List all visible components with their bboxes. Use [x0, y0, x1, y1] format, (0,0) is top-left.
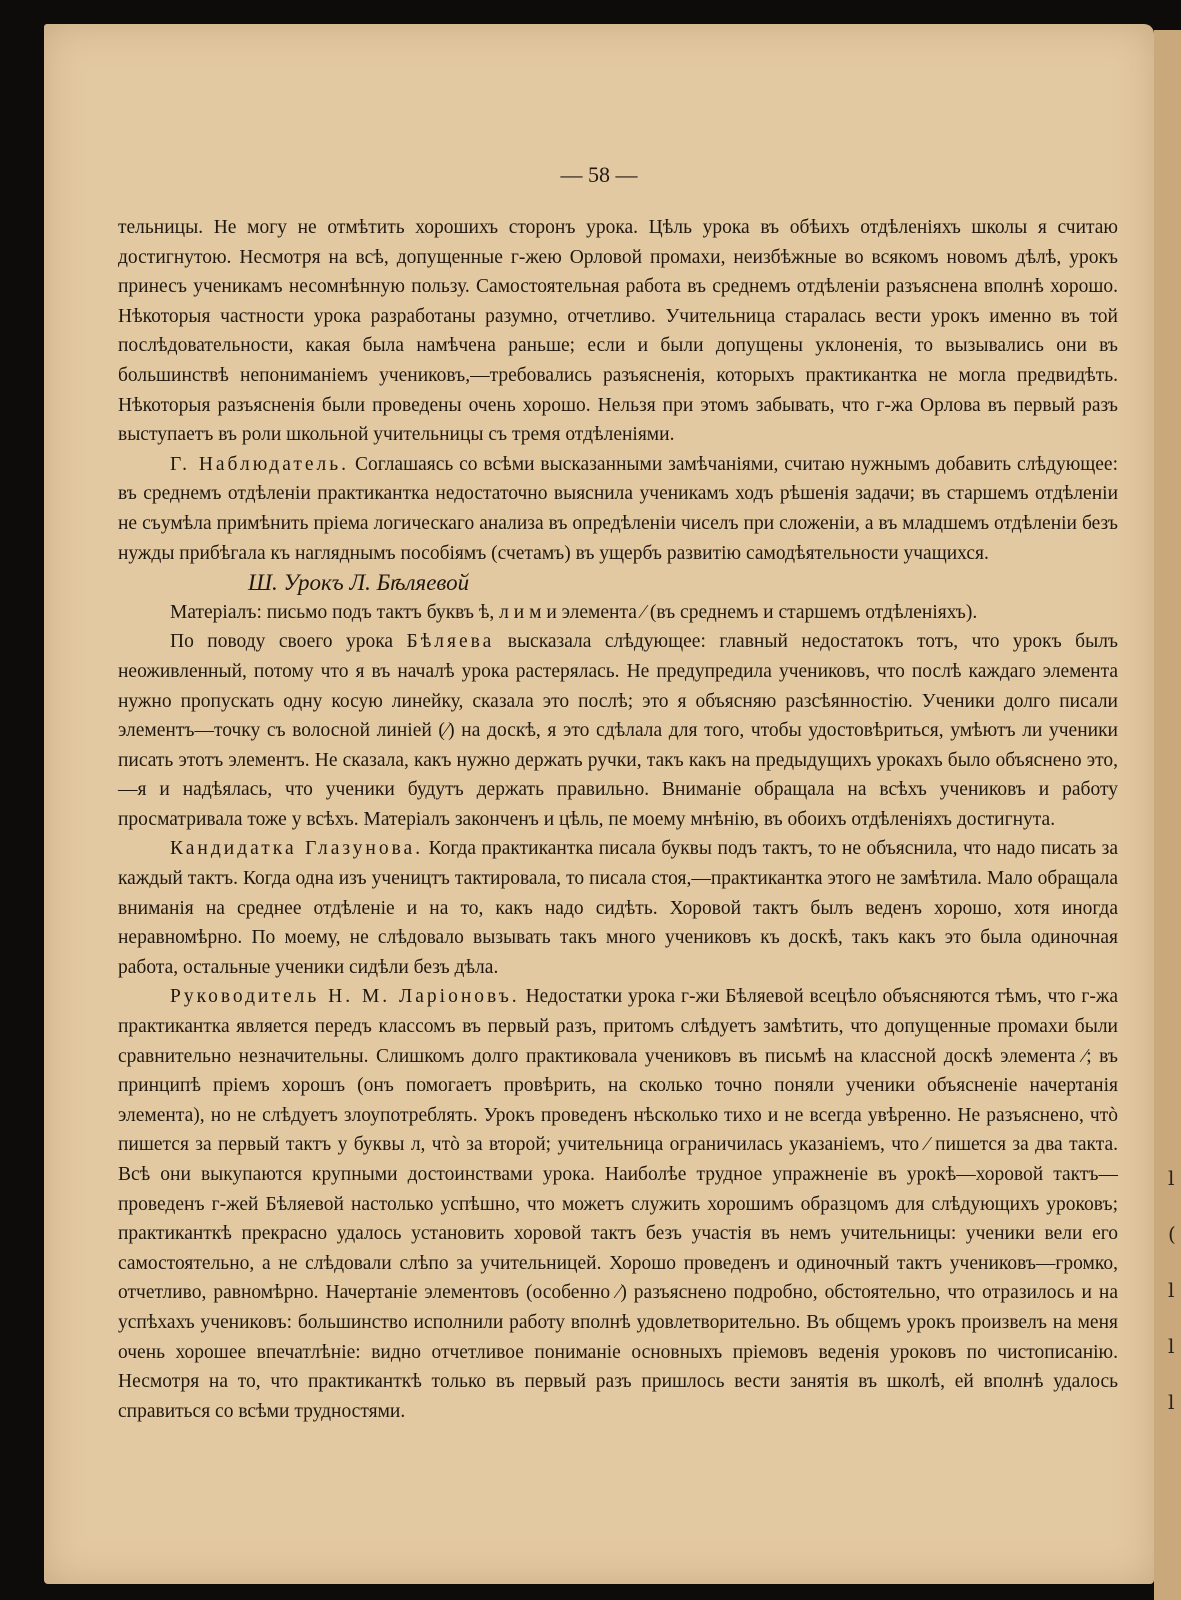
section-heading: Ш. Урокъ Л. Бѣляевой — [248, 570, 470, 596]
paragraph-text: Когда практикантка писала буквы подъ тактъ, то не объяснила, что надо писать за каждый тактъ. Когда одна изъ учеництъ тактировала, то писала стоя,—практикантка этого не замѣтила. Мало обращала вниманія на среднее отдѣленіе и на то, какъ надо сидѣть. Хоровой тактъ былъ веденъ хорошо, хотя иногда неравномѣрно. По моему, не слѣдовало вызывать такъ много учениковъ къ доскѣ, такъ какъ это была одиночная работа, остальные ученики сидѣли безъ дѣла. — [118, 838, 1119, 978]
paragraph-text: Недостатки урока г-жи Бѣляевой всецѣло объясняются тѣмъ, что г-жа практикантка является передъ классомъ въ первый разъ, притомъ слѣдуетъ замѣтить, что допущенные промахи были сравнительно незначительны. Слишкомъ долго практиковала учениковъ въ письмѣ на классной доскѣ элемента ⁄; въ принципѣ пріемъ хорошъ (онъ помогаетъ провѣрить, на сколько точно поняли ученики объясненіе начертанія элемента), но не слѣдуетъ злоупотреблять. Урокъ проведенъ нѣсколько тихо и не всегда увѣренно. Не разъяснено, чтò пишется за первый тактъ у буквы л, чтò за второй; учительница ограничилась указаніемъ, что ⁄ пишется за два такта. Всѣ они выкупаются крупными достоинствами урока. Наиболѣе трудное упражненіе въ урокѣ—хоровой тактъ—проведенъ г-жей Бѣляевой настолько успѣшно, что можетъ служить хорошимъ образцомъ для слѣдующихъ уроковъ; практиканткѣ прекрасно удалось установить хоровой тактъ безъ участія въ немъ учительницы: ученики вели его самостоятельно, а не слѣдовали слѣпо за учительницей. Хорошо проведенъ и одиночный тактъ учениковъ—громко, отчетливо, равномѣрно. Начертаніе элементовъ (особенно ⁄) разъяснено подробно, обстоятельно, что отразилось и на успѣхахъ учениковъ: большинство исполнили работу вполнѣ удовлетворительно. Въ общемъ урокъ произвелъ на меня очень хорошее впечатлѣніе: видно отчетливое пониманіе основныхъ пріемовъ веденія уроковъ по чистописанію. Несмотря на то, что практиканткѣ только въ первый разъ пришлось вести занятія въ школѣ, ей вполнѣ удалось справиться со всѣми трудностями. — [118, 986, 1118, 1422]
edge-mark: l — [1168, 1166, 1175, 1190]
edge-mark: l — [1168, 1278, 1175, 1302]
paragraph-candidate — [118, 834, 1118, 982]
paragraph-teacher-self-report — [118, 627, 1118, 834]
speaker-observer: Г. Наблюдатель. — [170, 453, 350, 475]
edge-mark: ( — [1168, 1222, 1176, 1246]
speaker-supervisor: Руководитель Н. М. Ларіоновъ. — [170, 986, 520, 1008]
page-number: — 58 — — [560, 162, 638, 187]
edge-mark: l — [1168, 1334, 1175, 1358]
page-body — [118, 213, 1118, 1426]
next-page-edge-text — [1168, 1150, 1178, 1430]
paragraph-text: Соглашаясь со всѣми высказанными замѣчаніями, считаю нужнымъ добавить слѣдующее: въ среднемъ отдѣленіи практикантка недостаточно выяснила ученикамъ ходъ рѣшенія задачи; въ старшемъ отдѣленіи не съумѣла примѣнить пріема логическаго анализа въ опредѣленіи чиселъ при сложеніи, а въ младшемъ отдѣленіи безъ нужды прибѣгала къ нагляднымъ пособіямъ (счетамъ) въ ущербъ развитію самодѣятельности учащихся. — [118, 453, 1119, 564]
paragraph-text: По поводу своего урока — [170, 631, 394, 653]
paragraph-material: Матеріалъ: письмо подъ тактъ буквъ ѣ, л и м и элемента ⁄ (въ среднемъ и старшемъ отдѣленіяхъ). — [170, 601, 978, 623]
paragraph-supervisor — [118, 982, 1118, 1426]
speaker-candidate: Кандидатка Глазунова. — [170, 838, 424, 860]
paragraph-continuation: тельницы. Не могу не отмѣтить хорошихъ сторонъ урока. Цѣль урока въ обѣихъ отдѣленіяхъ школы я считаю достигнутою. Несмотря на всѣ, допущенные г-жею Орловой промахи, неизбѣжные во всякомъ новомъ дѣлѣ, урокъ принесъ ученикамъ несомнѣнную пользу. Самостоятельная работа въ среднемъ отдѣленіи разъяснена вполнѣ хорошо. Нѣкоторыя частности урока разработаны разумно, отчетливо. Учительница старалась вести урокъ именно въ той послѣдовательности, какая была намѣчена раньше; если и были допущены уклоненія, то вызывались они въ большинствѣ непониманіемъ учениковъ,—требовались разъясненія, которыхъ практикантка не могла предвидѣть. Нѣкоторыя разъясненія были проведены очень хорошо. Нельзя при этомъ забывать, что г-жа Орлова въ первый разъ выступаетъ въ роли школьной учительницы съ тремя отдѣленіями. — [118, 217, 1118, 446]
paragraph-observer — [118, 450, 1118, 568]
edge-mark: l — [1168, 1390, 1175, 1414]
speaker-teacher: Бѣляева — [406, 631, 495, 653]
paragraph-text: высказала слѣдующее: главный недостатокъ тотъ, что урокъ былъ неоживленный, потому что я въ началѣ урока растерялась. Не предупредила учениковъ, что послѣ каждаго элемента нужно пропускать одну косую линейку, сказала это послѣ; это я объясняю разсѣянностію. Ученики долго писали элементъ—точку съ волосной линіей (⁄) на доскѣ, я это сдѣлала для того, чтобы удостовѣриться, умѣютъ ли ученики писать этотъ элементъ. Не сказала, какъ нужно держать ручки, такъ какъ на предыдущихъ урокахъ было объяснено это,—я и надѣялась, что ученики будутъ держать правильно. Вниманіе обращала на всѣхъ учениковъ и работу просматривала тоже у всѣхъ. Матеріалъ законченъ и цѣль, пе моему мнѣнію, въ обоихъ отдѣленіяхъ достигнута. — [118, 631, 1119, 830]
book-page — [44, 24, 1154, 1584]
